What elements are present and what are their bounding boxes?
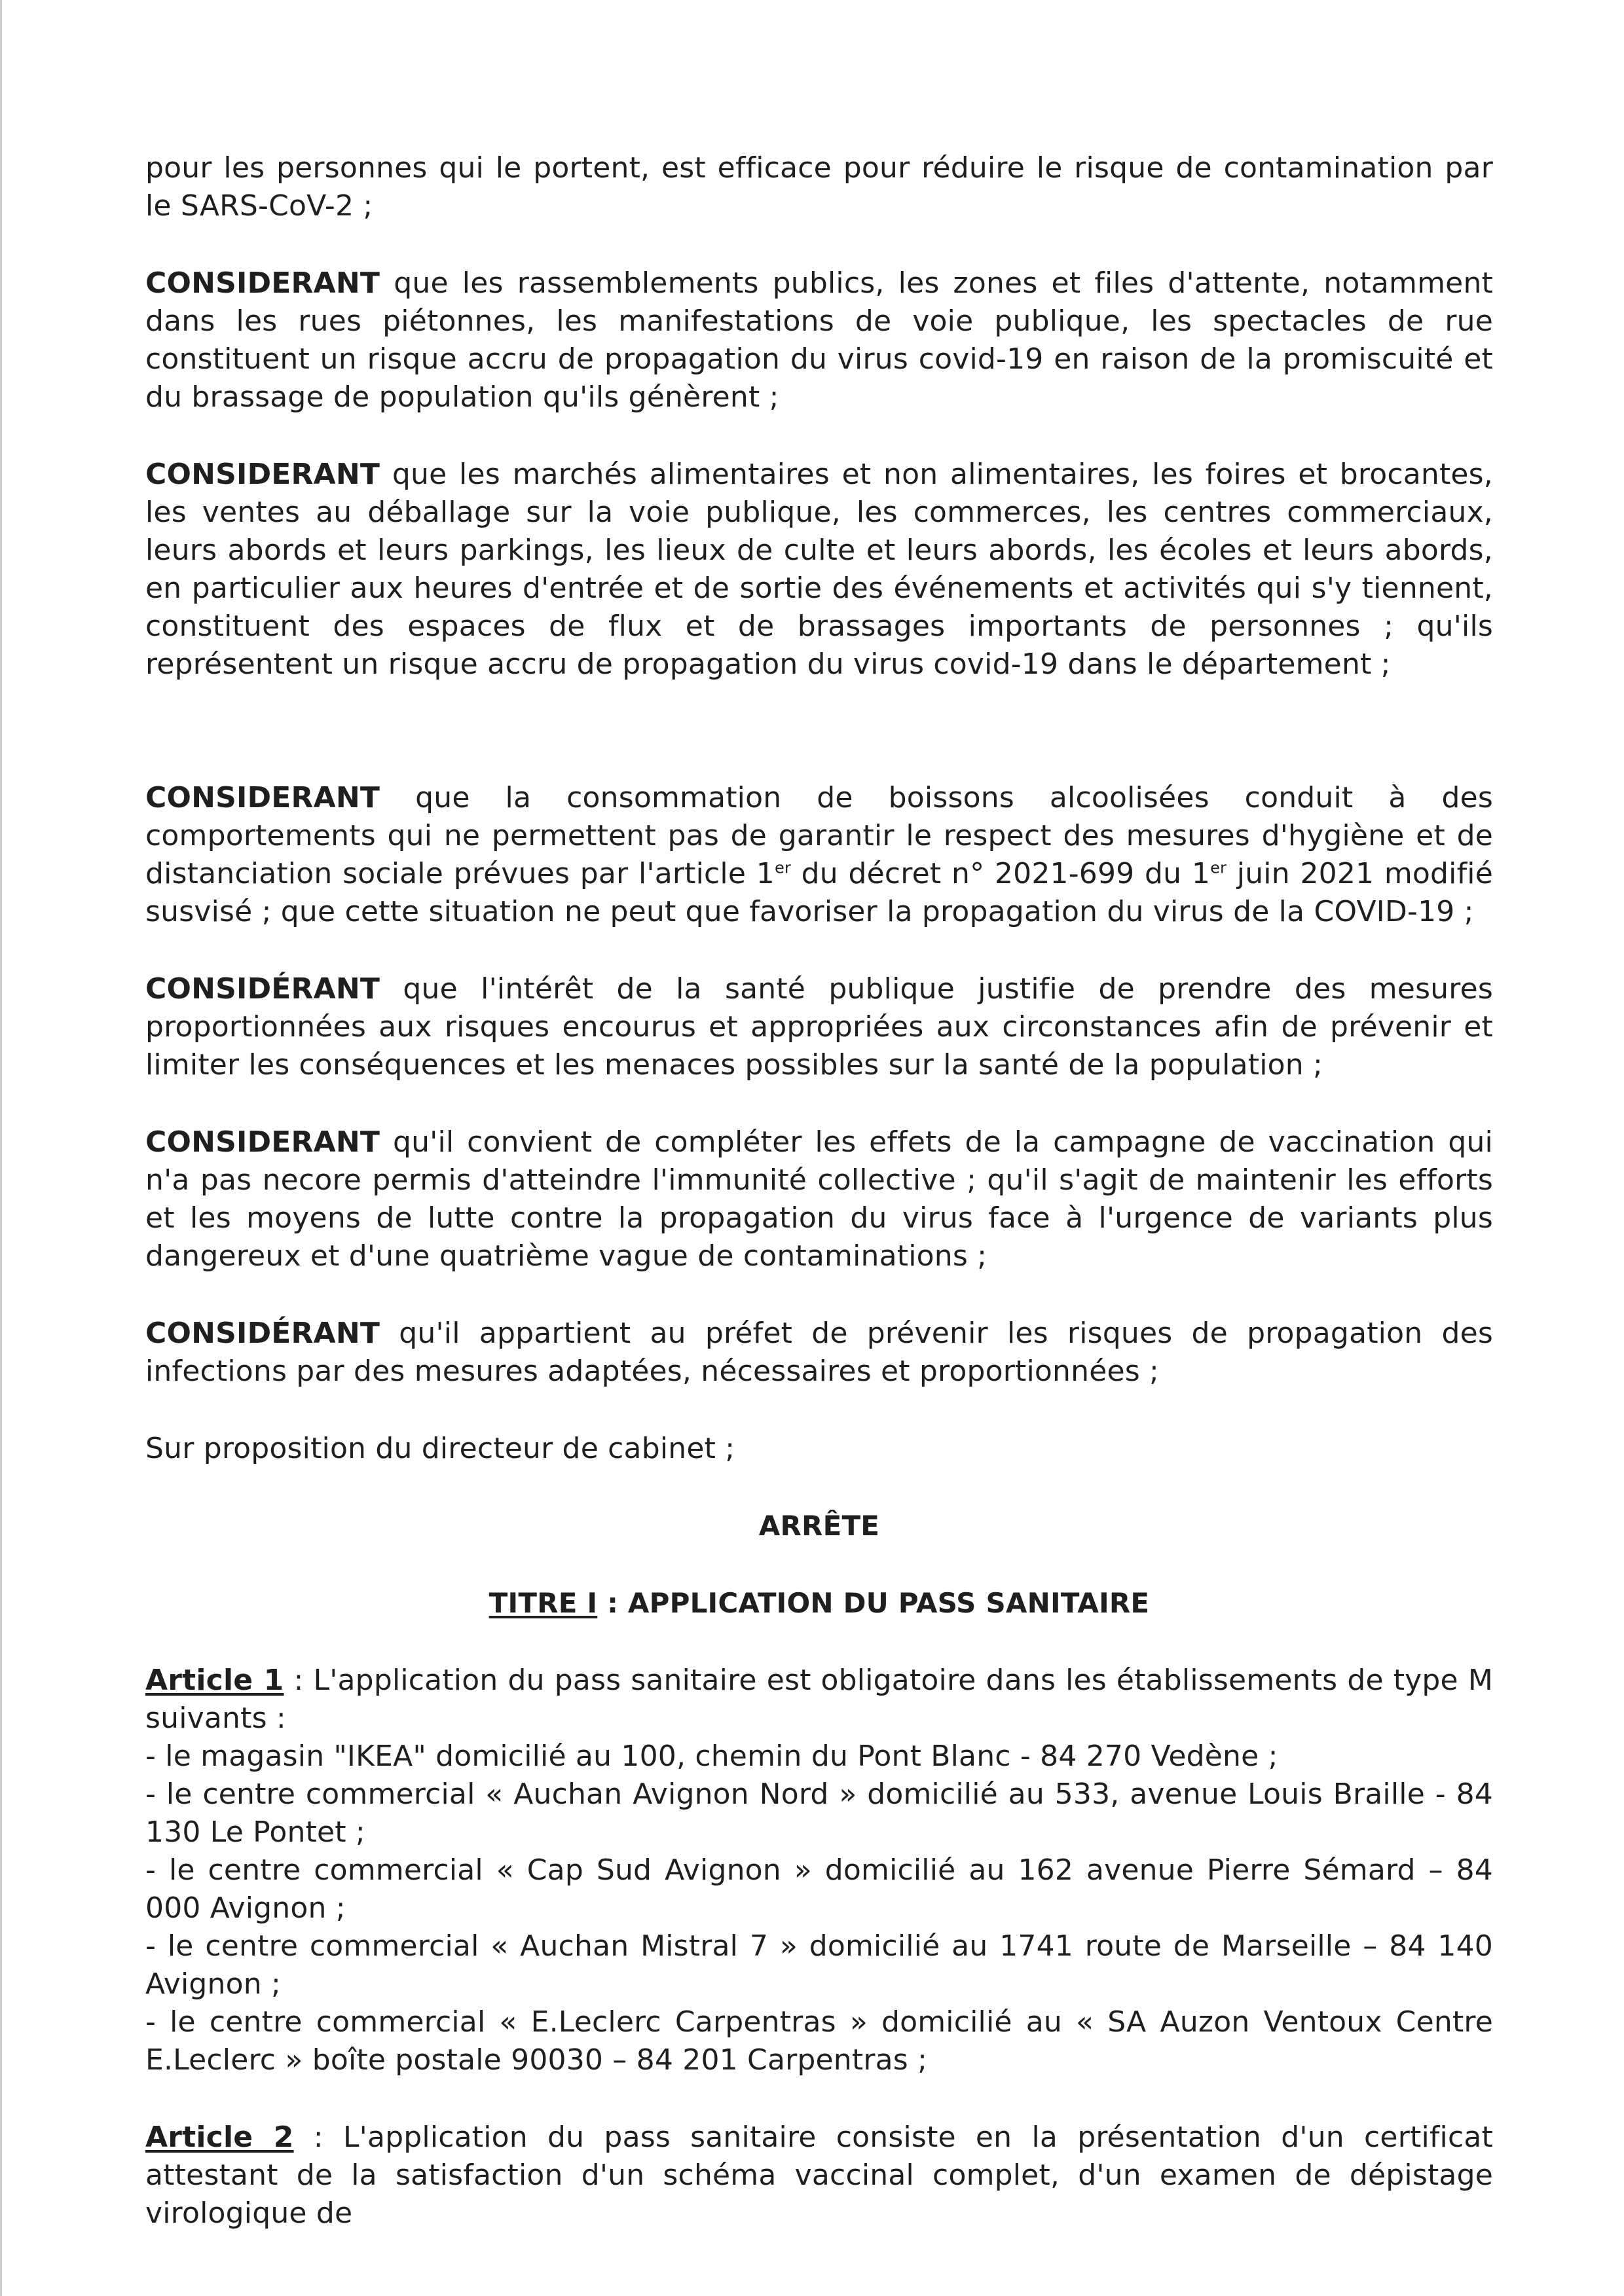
considerant-keyword: CONSIDERANT bbox=[145, 266, 380, 300]
article-1-label: Article 1 bbox=[145, 1664, 284, 1697]
paragraph-considerant-alcool: CONSIDERANT que la consommation de boissons alcoolisées conduit à des comportements qui ne permettent pas de garantir le respect des mesures d'hygiène et de distanciation sociale prévues par l'article 1er du décret n° 2021-699 du 1er juin 2021 modifié susvisé ; que cette situation ne peut que favoriser la propagation du virus de la COVID-19 ; bbox=[145, 781, 1493, 928]
article-2: Article 2 : L'application du pass sanitaire consiste en la présentation d'un certificat attestant de la satisfaction d'un schéma vaccinal complet, d'un examen de dépistage virologique de bbox=[145, 2121, 1493, 2230]
list-item: - le centre commercial « Auchan Mistral 7 » domicilié au 1741 route de Marseille – 84 140 Avignon ; bbox=[145, 1929, 1493, 2001]
considerant-keyword: CONSIDÉRANT bbox=[145, 1317, 380, 1350]
paragraph-considerant-sante-publique: CONSIDÉRANT que l'intérêt de la santé publique justifie de prendre des mesures proportionnées aux risques encourus et appropriées aux circonstances afin de prévenir et limiter les conséquences et les menaces possibles sur la santé de la population ; bbox=[145, 972, 1493, 1082]
paragraph-considerant-prefet: CONSIDÉRANT qu'il appartient au préfet de prévenir les risques de propagation des infections par des mesures adaptées, nécessaires et proportionnées ; bbox=[145, 1317, 1493, 1388]
considerant-keyword: CONSIDÉRANT bbox=[145, 972, 380, 1006]
list-item: - le magasin "IKEA" domicilié au 100, chemin du Pont Blanc - 84 270 Vedène ; bbox=[145, 1740, 1278, 1773]
titre-heading: TITRE I : APPLICATION DU PASS SANITAIRE bbox=[489, 1587, 1150, 1619]
considerant-keyword: CONSIDERANT bbox=[145, 781, 380, 814]
list-item: - le centre commercial « Cap Sud Avignon » domicilié au 162 avenue Pierre Sémard – 84 000 Avignon ; bbox=[145, 1853, 1493, 1925]
document-body bbox=[145, 149, 1493, 2232]
arrete-heading: ARRÊTE bbox=[758, 1510, 880, 1542]
considerant-keyword: CONSIDERANT bbox=[145, 458, 380, 491]
paragraph-intro: pour les personnes qui le portent, est efficace pour réduire le risque de contamination par le SARS-CoV-2 ; bbox=[145, 151, 1493, 223]
paragraph-considerant-vaccination: CONSIDERANT qu'il convient de compléter les effets de la campagne de vaccination qui n'a pas necore permis d'atteindre l'immunité collective ; qu'il s'agit de maintenir les efforts et les moyens de lutte contre la propagation du virus face à l'urgence de variants plus dangereux et d'une quatrième vague de contaminations ; bbox=[145, 1125, 1493, 1273]
list-item: - le centre commercial « Auchan Avignon Nord » domicilié au 533, avenue Louis Braille - 84 130 Le Pontet ; bbox=[145, 1777, 1493, 1849]
paragraph-considerant-marches: CONSIDERANT que les marchés alimentaires et non alimentaires, les foires et brocantes, les ventes au déballage sur la voie publique, les commerces, les centres commerciaux, leurs abords et leurs parkings, les lieux de culte et leurs abords, les écoles et leurs abords, en particulier aux heures d'entrée et de sortie des événements et activités qui s'y tiennent, constituent des espaces de flux et de brassages importants de personnes ; qu'ils représentent un risque accru de propagation du virus covid-19 dans le département ; bbox=[145, 458, 1493, 681]
article-1-intro: Article 1 : L'application du pass sanitaire est obligatoire dans les établissements de type M suivants : bbox=[145, 1664, 1494, 1735]
article-2-label: Article 2 bbox=[145, 2121, 294, 2154]
list-item: - le centre commercial « E.Leclerc Carpentras » domicilié au « SA Auzon Ventoux Centre E.Leclerc » boîte postale 90030 – 84 201 Carpentras ; bbox=[145, 2005, 1493, 2077]
considerant-keyword: CONSIDERANT bbox=[145, 1125, 380, 1159]
paragraph-proposition: Sur proposition du directeur de cabinet ; bbox=[145, 1432, 735, 1465]
paragraph-considerant-rassemblements: CONSIDERANT que les rassemblements publics, les zones et files d'attente, notamment dans les rues piétonnes, les manifestations de voie publique, les spectacles de rue constituent un risque accru de propagation du virus covid-19 en raison de la promiscuité et du brassage de population qu'ils génèrent ; bbox=[145, 266, 1493, 414]
article-1 bbox=[145, 1662, 1493, 2079]
page-edge bbox=[0, 0, 2, 2296]
titre-label: TITRE I bbox=[489, 1587, 598, 1619]
